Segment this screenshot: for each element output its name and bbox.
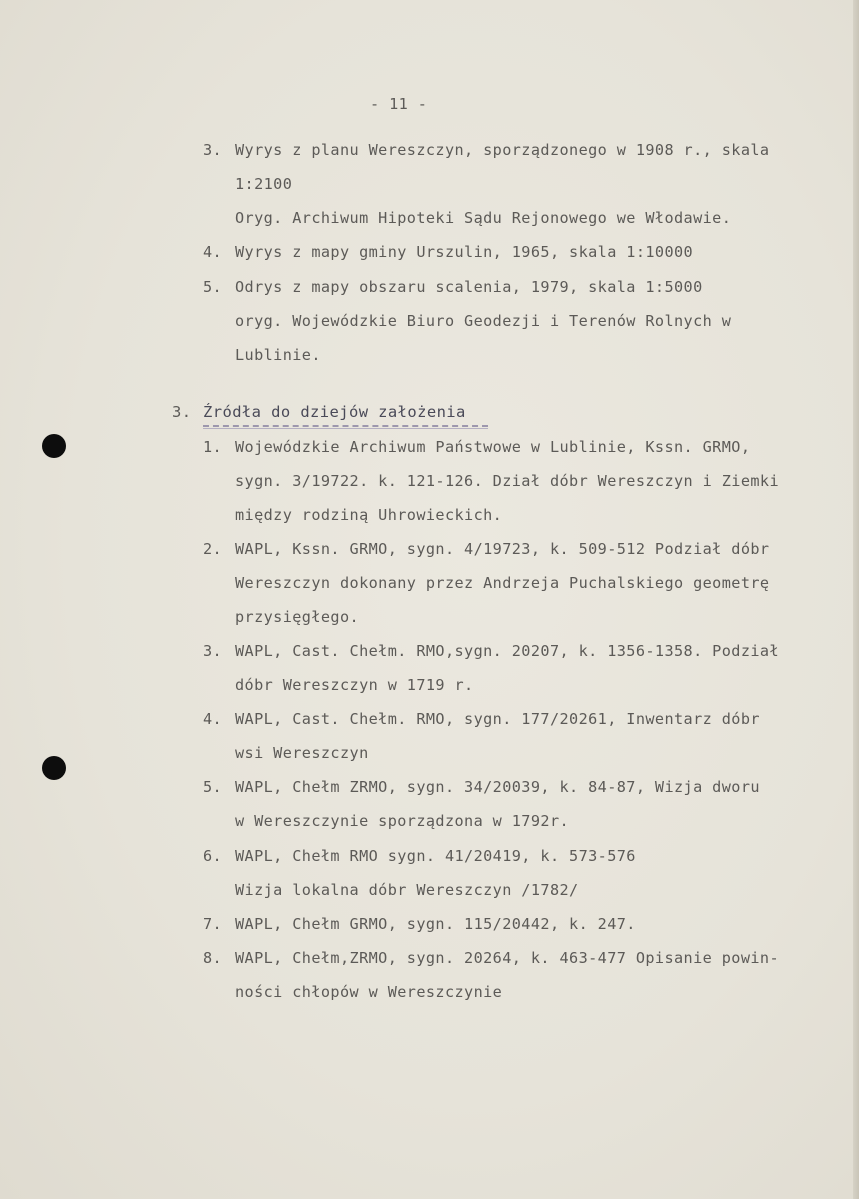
plan-number: 3. (203, 141, 223, 159)
source-text: WAPL, Chełm GRMO, sygn. 115/20442, k. 247. (235, 915, 636, 933)
source-text: w Wereszczynie sporządzona w 1792r. (235, 812, 570, 830)
source-text: przysięgłego. (235, 608, 360, 626)
plan-text: 1:2100 (235, 175, 293, 193)
section-number: 3. (172, 403, 192, 421)
source-text: między rodziną Uhrowieckich. (235, 506, 503, 524)
source-text: ności chłopów w Wereszczynie (235, 983, 503, 1001)
source-number: 6. (203, 847, 223, 865)
paper-edge (853, 0, 859, 1199)
source-text: dóbr Wereszczyn w 1719 r. (235, 676, 474, 694)
plan-text: oryg. Wojewódzkie Biuro Geodezji i Terenów Rolnych w (235, 312, 732, 330)
source-number: 4. (203, 710, 223, 728)
source-text: Wereszczyn dokonany przez Andrzeja Puchalskiego geometrę (235, 574, 770, 592)
source-text: Wizja lokalna dóbr Wereszczyn /1782/ (235, 881, 579, 899)
punch-hole-top (42, 434, 66, 458)
source-text: wsi Wereszczyn (235, 744, 369, 762)
source-number: 7. (203, 915, 223, 933)
section-title-underline (203, 425, 488, 427)
source-text: sygn. 3/19722. k. 121-126. Dział dóbr Wereszczyn i Ziemki (235, 472, 779, 490)
plan-number: 5. (203, 278, 223, 296)
plan-text: Odrys z mapy obszaru scalenia, 1979, skala 1:5000 (235, 278, 703, 296)
section-title: Źródła do dziejów założenia (203, 403, 466, 421)
section-title-underline (203, 428, 488, 429)
source-number: 2. (203, 540, 223, 558)
page-number: - 11 - (370, 95, 428, 113)
plan-text: Wyrys z mapy gminy Urszulin, 1965, skala 1:10000 (235, 243, 694, 261)
source-text: WAPL, Chełm,ZRMO, sygn. 20264, k. 463-477 Opisanie powin- (235, 949, 779, 967)
source-number: 1. (203, 438, 223, 456)
punch-hole-bottom (42, 756, 66, 780)
source-text: WAPL, Cast. Chełm. RMO, sygn. 177/20261, Inwentarz dóbr (235, 710, 760, 728)
plan-text: Lublinie. (235, 346, 321, 364)
plan-text: Oryg. Archiwum Hipoteki Sądu Rejonowego we Włodawie. (235, 209, 732, 227)
source-text: WAPL, Chełm RMO sygn. 41/20419, k. 573-576 (235, 847, 636, 865)
plan-text: Wyrys z planu Wereszczyn, sporządzonego w 1908 r., skala (235, 141, 770, 159)
source-text: WAPL, Kssn. GRMO, sygn. 4/19723, k. 509-512 Podział dóbr (235, 540, 770, 558)
source-number: 8. (203, 949, 223, 967)
plan-number: 4. (203, 243, 223, 261)
source-text: WAPL, Cast. Chełm. RMO,sygn. 20207, k. 1356-1358. Podział (235, 642, 779, 660)
source-number: 5. (203, 778, 223, 796)
source-text: WAPL, Chełm ZRMO, sygn. 34/20039, k. 84-87, Wizja dworu (235, 778, 760, 796)
source-text: Wojewódzkie Archiwum Państwowe w Lublinie, Kssn. GRMO, (235, 438, 751, 456)
source-number: 3. (203, 642, 223, 660)
